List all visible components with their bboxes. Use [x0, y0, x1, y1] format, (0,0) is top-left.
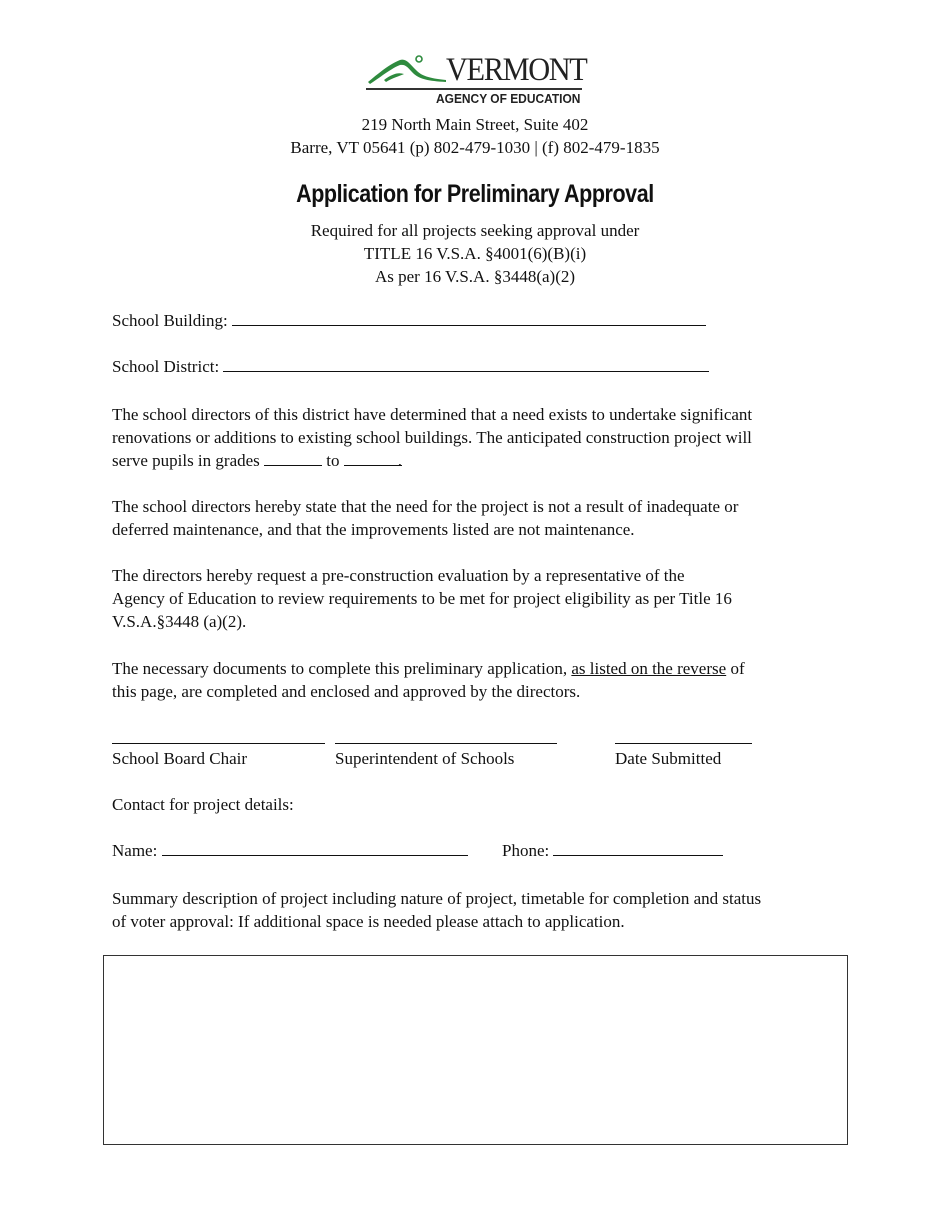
- paragraph-line: renovations or additions to existing school buildings. The anticipated construction project will: [112, 428, 752, 447]
- paragraph-line: The directors hereby request a pre-construction evaluation by a representative of the: [112, 566, 685, 585]
- paragraph-line: of voter approval: If additional space is needed please attach to application.: [112, 912, 625, 931]
- logo-wordmark: VERMONT: [446, 52, 587, 88]
- address-line-2: Barre, VT 05641 (p) 802-479-1030 | (f) 802-479-1835: [290, 138, 660, 157]
- contact-heading: Contact for project details:: [112, 795, 294, 814]
- logo-rule: [366, 88, 582, 90]
- school-district-field[interactable]: [223, 357, 709, 372]
- paragraph-line: this page, are completed and enclosed and approved by the directors.: [112, 682, 581, 701]
- period-text: .: [397, 451, 403, 470]
- paragraph-maintenance: [112, 495, 842, 541]
- contact-name-row: [112, 841, 468, 861]
- paragraph-line: V.S.A.§3448 (a)(2).: [112, 612, 247, 631]
- chair-signature-line[interactable]: [112, 743, 325, 744]
- date-submitted-label: Date Submitted: [615, 749, 722, 768]
- paragraph-line: Summary description of project including nature of project, timetable for completion and status: [112, 889, 762, 908]
- subtitle-line-2: TITLE 16 V.S.A. §4001(6)(B)(i): [363, 244, 587, 263]
- paragraph-line: [112, 449, 842, 472]
- logo-agency-text: AGENCY OF EDUCATION: [436, 91, 581, 106]
- paragraph-line: Agency of Education to review requirements to be met for project eligibility as per Title 16: [112, 589, 732, 608]
- date-submitted-line[interactable]: [615, 743, 752, 744]
- grades-text: serve pupils in grades: [112, 451, 260, 470]
- subtitle-line-1: Required for all projects seeking approval under: [310, 221, 640, 240]
- name-label: Name:: [112, 841, 158, 860]
- reverse-page-reference: as listed on the reverse: [571, 659, 727, 678]
- chair-label: School Board Chair: [112, 749, 248, 768]
- page-title: Application for Preliminary Approval: [296, 180, 654, 208]
- school-district-row: [112, 357, 709, 377]
- mountain-logo-icon: [366, 54, 448, 90]
- school-building-field[interactable]: [232, 311, 706, 326]
- paragraph-line: The school directors hereby state that the need for the project is not a result of inadequate or: [112, 497, 739, 516]
- summary-instructions: [112, 887, 842, 933]
- vermont-aoe-logo: [366, 52, 586, 108]
- paragraph-line: deferred maintenance, and that the improvements listed are not maintenance.: [112, 520, 635, 539]
- phone-field[interactable]: [553, 841, 723, 856]
- grade-to-field[interactable]: [344, 451, 402, 466]
- superintendent-signature-line[interactable]: [335, 743, 557, 744]
- school-district-label: School District:: [112, 357, 220, 376]
- school-building-row: [112, 311, 706, 331]
- paragraph-line: [112, 657, 842, 680]
- grades-to-text: to: [326, 451, 340, 470]
- documents-text: The necessary documents to complete this preliminary application,: [112, 659, 568, 678]
- of-text: of: [730, 659, 745, 678]
- subtitle-line-3: As per 16 V.S.A. §3448(a)(2): [374, 267, 576, 286]
- contact-phone-row: [502, 841, 723, 861]
- phone-label: Phone:: [502, 841, 550, 860]
- paragraph-need: [112, 403, 842, 472]
- grade-from-field[interactable]: [264, 451, 322, 466]
- name-field[interactable]: [162, 841, 468, 856]
- address-line-1: 219 North Main Street, Suite 402: [361, 115, 589, 134]
- paragraph-evaluation: [112, 564, 842, 633]
- paragraph-documents: [112, 657, 842, 703]
- school-building-label: School Building:: [112, 311, 228, 330]
- paragraph-line: The school directors of this district have determined that a need exists to undertake significant: [112, 405, 753, 424]
- summary-description-box[interactable]: [103, 955, 848, 1145]
- superintendent-label: Superintendent of Schools: [335, 749, 515, 768]
